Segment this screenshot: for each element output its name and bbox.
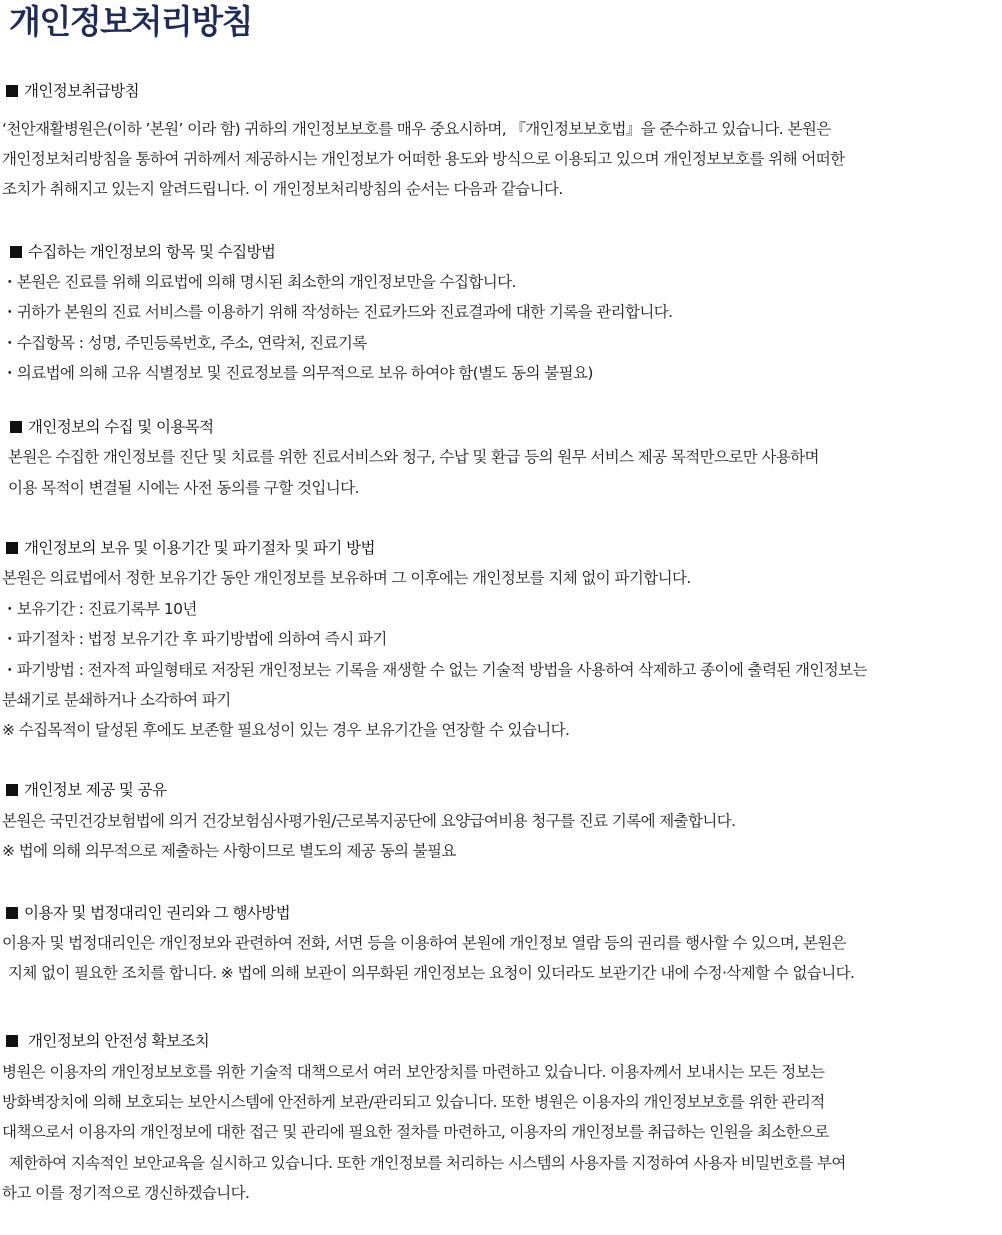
note-line: ※ 법에 의해 의무적으로 제출하는 사항이므로 별도의 제공 동의 불필요 (2, 842, 456, 860)
list-item: ・파기절차 : 법정 보유기간 후 파기방법에 의하여 즉시 파기 (2, 630, 387, 648)
paragraph-line: 제한하여 지속적인 보안교육을 실시하고 있습니다. 또한 개인정보를 처리하는 시스템의 사용자를 지정하여 사용자 비밀번호를 부여 (9, 1154, 846, 1172)
list-item: ・수집항목 : 성명, 주민등록번호, 주소, 연락처, 진료기록 (2, 334, 367, 352)
paragraph-line: 방화벽장치에 의해 보호되는 보안시스템에 안전하게 보관/관리되고 있습니다. 또한 병원은 이용자의 개인정보보호를 위한 관리적 (2, 1093, 825, 1111)
paragraph-line: 하고 이를 정기적으로 갱신하겠습니다. (2, 1184, 250, 1202)
paragraph-line: 이용자 및 법정대리인은 개인정보와 관련하여 전화, 서면 등을 이용하여 본원에 개인정보 열람 등의 권리를 행사할 수 있으며, 본원은 (2, 934, 846, 952)
square-bullet-icon (10, 421, 22, 433)
list-item: ・의료법에 의해 고유 식별정보 및 진료정보를 의무적으로 보유 하여야 함(별도 동의 불필요) (2, 364, 593, 382)
list-item: ・귀하가 본원의 진료 서비스를 이용하기 위해 작성하는 진료카드와 진료결과에 대한 기록을 관리합니다. (2, 303, 673, 321)
section-heading-sharing: 개인정보 제공 및 공유 (6, 780, 166, 800)
paragraph-line: 이용 목적이 변결될 시에는 사전 동의를 구할 것입니다. (8, 479, 359, 497)
page-title: 개인정보처리방침 (9, 2, 253, 41)
section-heading-privacy-policy: 개인정보취급방침 (6, 81, 139, 101)
list-item: ・본원은 진료를 위해 의료법에 의해 명시된 최소한의 개인정보만을 수집합니다. (2, 273, 516, 291)
section-heading-retention: 개인정보의 보유 및 이용기간 및 파기절차 및 파기 방법 (6, 538, 375, 558)
square-bullet-icon (6, 784, 18, 796)
paragraph-line: 조치가 취해지고 있는지 알려드립니다. 이 개인정보처리방침의 순서는 다음과 같습니다. (2, 180, 563, 198)
paragraph-line: 본원은 수집한 개인정보를 진단 및 치료를 위한 진료서비스와 청구, 수납 및 환급 등의 원무 서비스 제공 목적만으로만 사용하며 (8, 448, 819, 466)
section-heading-purpose: 개인정보의 수집 및 이용목적 (10, 417, 213, 437)
square-bullet-icon (6, 542, 18, 554)
paragraph-line: 대책으로서 이용자의 개인정보에 대한 접근 및 관리에 필요한 절차를 마련하고, 이용자의 개인정보를 취급하는 인원을 최소한으로 (2, 1123, 829, 1141)
note-line: ※ 수집목적이 달성된 후에도 보존할 필요성이 있는 경우 보유기간을 연장할 수 있습니다. (2, 721, 570, 739)
square-bullet-icon (6, 1035, 18, 1047)
paragraph-line: 본원은 의료법에서 정한 보유기간 동안 개인정보를 보유하며 그 이후에는 개인정보를 지체 없이 파기합니다. (2, 569, 691, 587)
square-bullet-icon (6, 85, 18, 97)
paragraph-line: 본원은 국민건강보험법에 의거 건강보험심사평가원/근로복지공단에 요양급여비용 청구를 진료 기록에 제출합니다. (2, 812, 736, 830)
list-item: ・파기방법 : 전자적 파일형태로 저장된 개인정보는 기록을 재생할 수 없는 기술적 방법을 사용하여 삭제하고 종이에 출력된 개인정보는 (2, 661, 867, 679)
list-item: ・보유기간 : 진료기록부 10년 (2, 600, 197, 618)
paragraph-line: 지체 없이 필요한 조치를 합니다. ※ 법에 의해 보관이 의무화된 개인정보는 요청이 있더라도 보관기간 내에 수정·삭제할 수 없습니다. (8, 964, 855, 982)
paragraph-line: 병원은 이용자의 개인정보보호를 위한 기술적 대책으로서 여러 보안장치를 마련하고 있습니다. 이용자께서 보내시는 모든 정보는 (2, 1063, 825, 1081)
square-bullet-icon (6, 907, 18, 919)
section-heading-collected-items: 수집하는 개인정보의 항목 및 수집방법 (10, 242, 275, 262)
paragraph-line: 분쇄기로 분쇄하거나 소각하여 파기 (2, 691, 231, 709)
paragraph-line: ‘천안재활병원은(이하 ’본원’ 이라 함) 귀하의 개인정보보호를 매우 중요시하며, 『개인정보보호법』을 준수하고 있습니다. 본원은 (2, 120, 831, 138)
section-heading-user-rights: 이용자 및 법정대리인 권리와 그 행사방법 (6, 903, 290, 923)
square-bullet-icon (10, 246, 22, 258)
paragraph-line: 개인정보처리방침을 통하여 귀하께서 제공하시는 개인정보가 어떠한 용도와 방식으로 이용되고 있으며 개인정보보호를 위해 어떠한 (2, 150, 845, 168)
section-heading-security: 개인정보의 안전성 확보조치 (6, 1031, 209, 1051)
